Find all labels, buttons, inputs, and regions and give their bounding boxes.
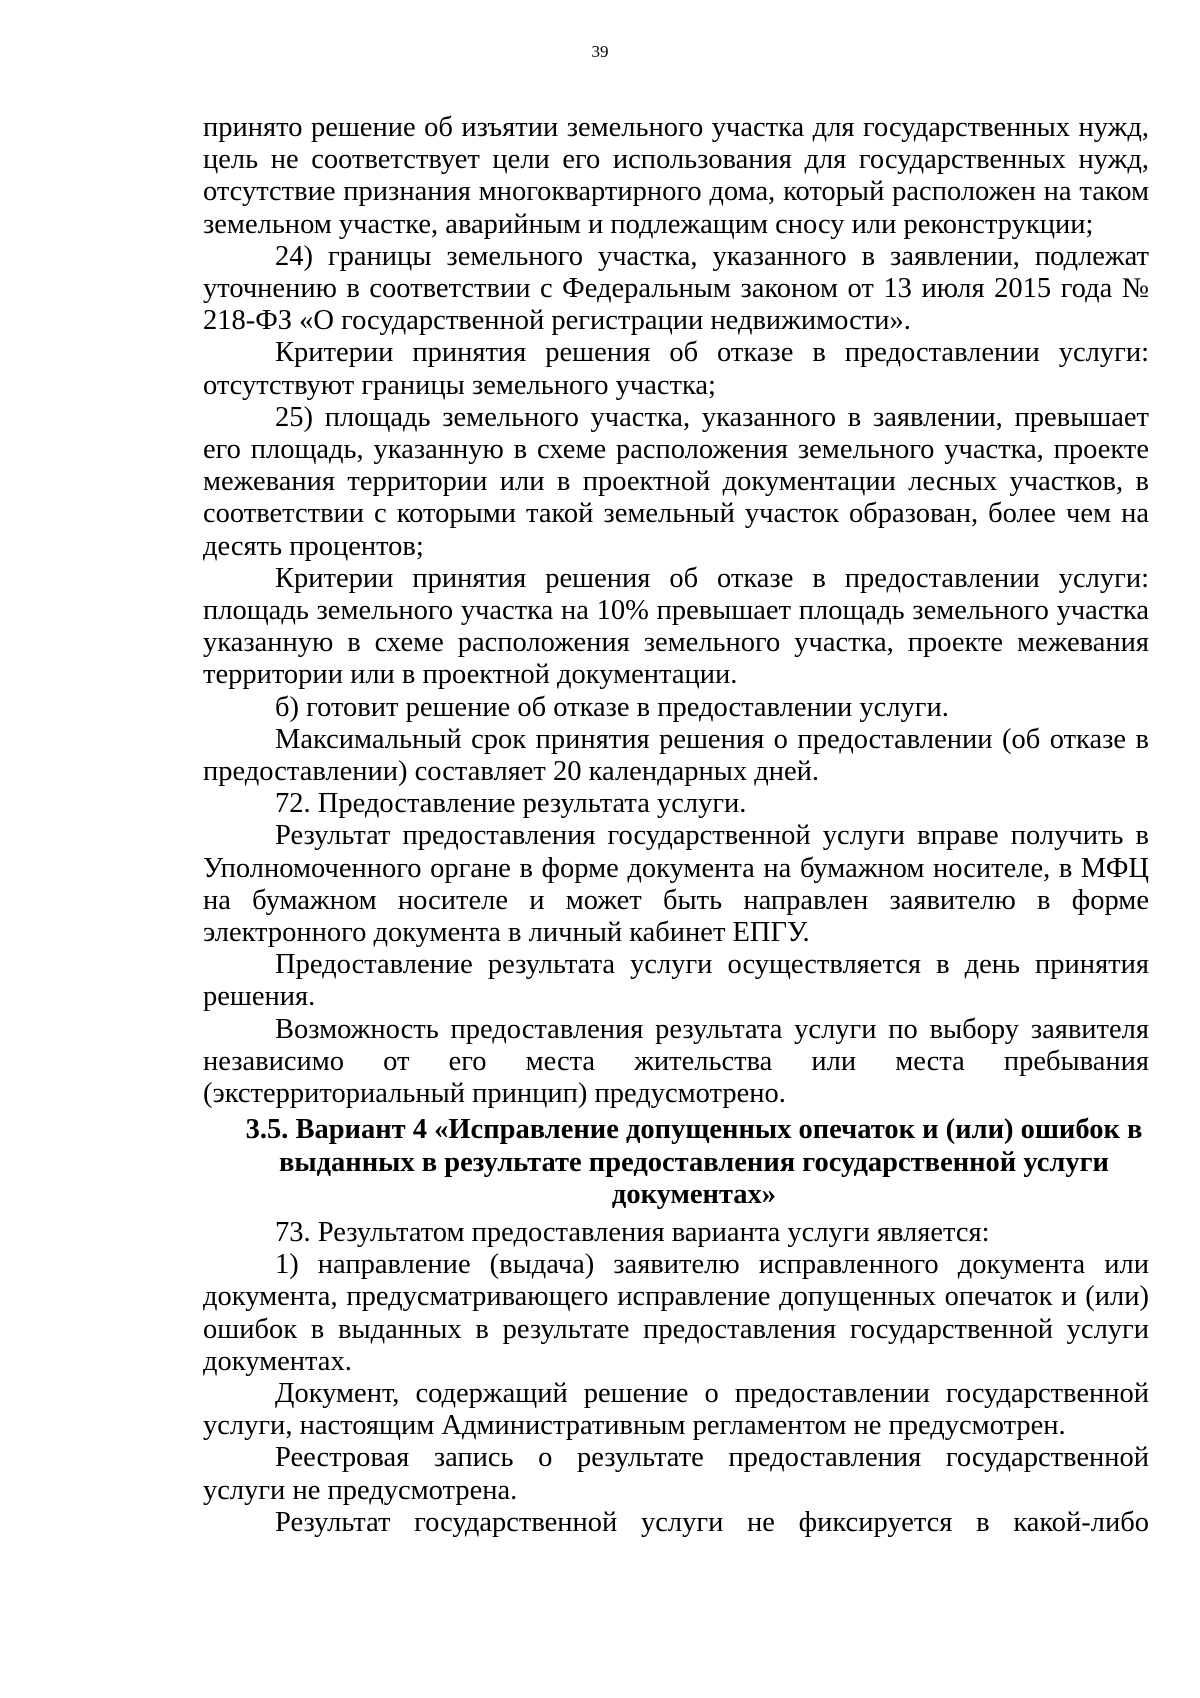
paragraph: принято решение об изъятии земельного участка для государственных нужд, цель не соответствует цели его использования для государственных нужд, отсутствие признания многоквартирного дома, который расположен на таком земельном участке, аварийным и подлежащим сносу или реконструкции; xyxy=(203,112,1149,240)
paragraph: 24) границы земельного участка, указанного в заявлении, подлежат уточнению в соответствии с Федеральным законом от 13 июля 2015 года № 218-ФЗ «О государственной регистрации недвижимости». xyxy=(203,240,1149,337)
paragraph: Критерии принятия решения об отказе в предоставлении услуги: площадь земельного участка на 10% превышает площадь земельного участка указанную в схеме расположения земельного участка, проекте межевания территории или в проектной документации. xyxy=(203,562,1149,691)
paragraph: Возможность предоставления результата услуги по выбору заявителя независимо от его места жительства или места пребывания (экстерриториальный принцип) предусмотрено. xyxy=(203,1013,1149,1110)
paragraph: Критерии принятия решения об отказе в предоставлении услуги: отсутствуют границы земельного участка; xyxy=(203,337,1149,401)
document-body xyxy=(203,112,1149,1539)
paragraph: Результат предоставления государственной услуги вправе получить в Уполномоченного органе в форме документа на бумажном носителе, в МФЦ на бумажном носителе и может быть направлен заявителю в форме электронного документа в личный кабинет ЕПГУ. xyxy=(203,820,1149,949)
paragraph: 25) площадь земельного участка, указанного в заявлении, превышает его площадь, указанную в схеме расположения земельного участка, проекте межевания территории или в проектной документации лесных участков, в соответствии с которыми такой земельный участок образован, более чем на десять процентов; xyxy=(203,401,1149,562)
paragraph: Реестровая запись о результате предоставления государственной услуги не предусмотрена. xyxy=(203,1442,1149,1506)
page-number: 39 xyxy=(591,42,609,61)
section-heading: 3.5. Вариант 4 «Исправление допущенных опечаток и (или) ошибок в выданных в результате предоставления государственной услуги документах» xyxy=(245,1114,1143,1210)
paragraph: б) готовит решение об отказе в предоставлении услуги. xyxy=(275,691,949,723)
paragraph: Предоставление результата услуги осуществляется в день принятия решения. xyxy=(203,949,1149,1013)
paragraph: Максимальный срок принятия решения о предоставлении (об отказе в предоставлении) составляет 20 календарных дней. xyxy=(203,723,1149,788)
paragraph: 1) направление (выдача) заявителю исправленного документа или документа, предусматривающего исправление допущенных опечаток и (или) ошибок в выданных в результате предоставления государственной услуги документах. xyxy=(203,1249,1149,1377)
paragraph: Документ, содержащий решение о предоставлении государственной услуги, настоящим Административным регламентом не предусмотрен. xyxy=(203,1377,1149,1442)
paragraph: 72. Предоставление результата услуги. xyxy=(275,788,747,820)
paragraph: Результат государственной услуги не фиксируется в какой-либо xyxy=(275,1506,1149,1538)
paragraph: 73. Результатом предоставления варианта услуги является: xyxy=(275,1216,990,1248)
